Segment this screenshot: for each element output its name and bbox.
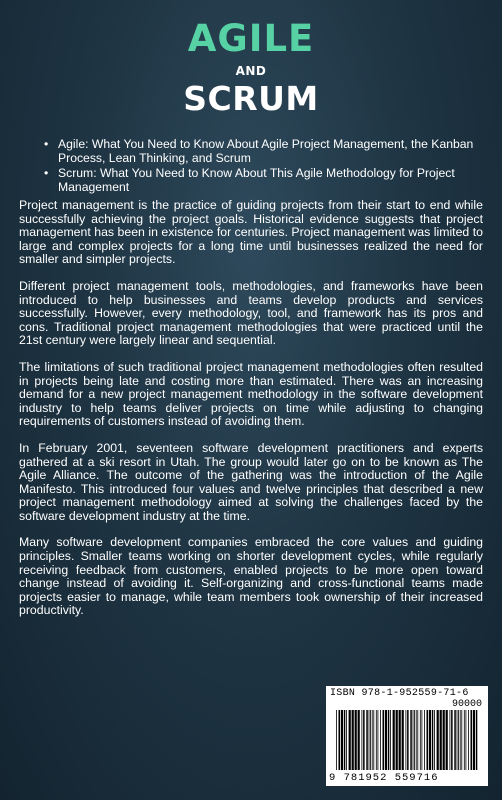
- barcode-bar: [393, 710, 395, 770]
- bullet-icon: •: [44, 137, 49, 151]
- barcode-bar: [373, 710, 374, 770]
- barcode-bar: [466, 710, 467, 770]
- barcode-bar: [358, 710, 360, 770]
- barcode-bar: [432, 710, 434, 770]
- barcode-bar: [457, 710, 458, 770]
- blurb: [19, 199, 483, 631]
- isbn-label: ISBN 978-1-952559-71-6: [330, 688, 469, 699]
- barcode-bars: [334, 710, 480, 770]
- barcode-bar: [336, 710, 337, 770]
- barcode-bar: [434, 710, 435, 770]
- barcode-bar: [422, 710, 423, 770]
- ean-number: 9 781952 559716: [329, 772, 439, 784]
- barcode-bar: [416, 710, 417, 770]
- barcode-bar: [376, 710, 377, 770]
- barcode-bar: [420, 710, 421, 770]
- barcode-bar: [344, 710, 346, 770]
- barcode-bar: [402, 710, 404, 770]
- contents-list: [44, 138, 484, 196]
- contents-item-text: Agile: What You Need to Know About Agile Project Management, the Kanban Process, Lean Thinking, and Scrum: [58, 137, 474, 165]
- blurb-paragraph-1: Project management is the practice of guiding projects from their start to end while successfully achieving the project goals. Historical evidence suggests that project management has been in existence for centuries. Project management was limited to large and complex projects for a long time until businesses realized the need for smaller and simpler projects.: [19, 198, 483, 267]
- blurb-paragraph-4: In February 2001, seventeen software development practitioners and experts gathered at a ski resort in Utah. The group would later go on to be known as The Agile Alliance. The outcome of the gathering was the introduction of the Agile Manifesto. This introduced four values and twelve principles that described a new project management methodology aimed at solving the challenges faced by the software development industry at the time.: [19, 440, 483, 523]
- barcode-bar: [414, 710, 415, 770]
- contents-item-text: Scrum: What You Need to Know About This Agile Methodology for Project Management: [58, 166, 455, 194]
- barcode-bar: [346, 710, 347, 770]
- barcode-bar: [385, 710, 387, 770]
- title-agile: AGILE: [187, 17, 315, 60]
- title-scrum: SCRUM: [183, 79, 319, 118]
- barcode-bar: [473, 710, 475, 770]
- bullet-icon: •: [44, 166, 49, 180]
- barcode-bar: [446, 710, 448, 770]
- price-addon: 90000: [451, 699, 482, 710]
- blurb-paragraph-2: Different project management tools, methodologies, and frameworks have been introduced to help businesses and teams develop products and services successfully. However, every methodology, tool, and framework has its pros and cons. Traditional project management methodologies that were practiced until the 21st century were largely linear and sequential.: [19, 278, 483, 348]
- barcode-bar: [407, 710, 409, 770]
- barcode-bar: [372, 710, 373, 770]
- barcode-bar: [390, 710, 391, 770]
- barcode-bar: [437, 710, 439, 770]
- barcode-bar: [388, 710, 390, 770]
- barcode-bar: [352, 710, 354, 770]
- barcode-bar: [461, 710, 462, 770]
- barcode-bar: [427, 710, 429, 770]
- barcode-bar: [406, 710, 407, 770]
- barcode-bar: [413, 710, 414, 770]
- barcode-bar: [417, 710, 418, 770]
- barcode-bar: [440, 710, 442, 770]
- isbn-barcode: [326, 686, 488, 786]
- barcode-bar: [424, 710, 425, 770]
- contents-item-scrum: [44, 167, 484, 194]
- barcode-bar: [454, 710, 456, 770]
- barcode-bar: [362, 710, 363, 770]
- blurb-paragraph-3: The limitations of such traditional project management methodologies often resulted in projects being late and costing more than estimated. There was an increasing demand for a new project management methodology in the software development industry to help teams deliver projects on time while adjusting to changing requirements of customers instead of avoiding them.: [19, 359, 483, 429]
- barcode-bar: [399, 710, 401, 770]
- barcode-bar: [380, 710, 381, 770]
- barcode-bar: [339, 710, 341, 770]
- barcode-bar: [451, 710, 453, 770]
- barcode-bar: [369, 710, 370, 770]
- barcode-bar: [341, 710, 343, 770]
- book-title: [0, 18, 502, 118]
- barcode-bar: [460, 710, 461, 770]
- title-and: AND: [235, 64, 267, 78]
- barcode-bar: [471, 710, 473, 770]
- barcode-bar: [458, 710, 459, 770]
- barcode-bar: [450, 710, 451, 770]
- contents-item-agile: [44, 138, 484, 165]
- blurb-paragraph-5: Many software development companies embraced the core values and guiding principles. Smaller teams working on shorter development cycles, while regularly receiving feedback from customers, enabled projects to be more open toward change instead of avoiding it. Self-organizing and cross-functional teams made projects easier to manage, while team members took ownership of their increased productivity.: [19, 535, 483, 618]
- barcode-bar: [476, 710, 478, 770]
- barcode-bar: [349, 710, 351, 770]
- barcode-bar: [355, 710, 357, 770]
- barcode-bar: [443, 710, 445, 770]
- barcode-bar: [383, 710, 385, 770]
- barcode-bar: [410, 710, 412, 770]
- barcode-bar: [363, 710, 365, 770]
- barcode-bar: [370, 710, 371, 770]
- barcode-bar: [366, 710, 368, 770]
- barcode-bar: [378, 710, 379, 770]
- barcode-bar: [468, 710, 469, 770]
- barcode-bar: [396, 710, 398, 770]
- barcode-bar: [464, 710, 465, 770]
- barcode-bar: [429, 710, 431, 770]
